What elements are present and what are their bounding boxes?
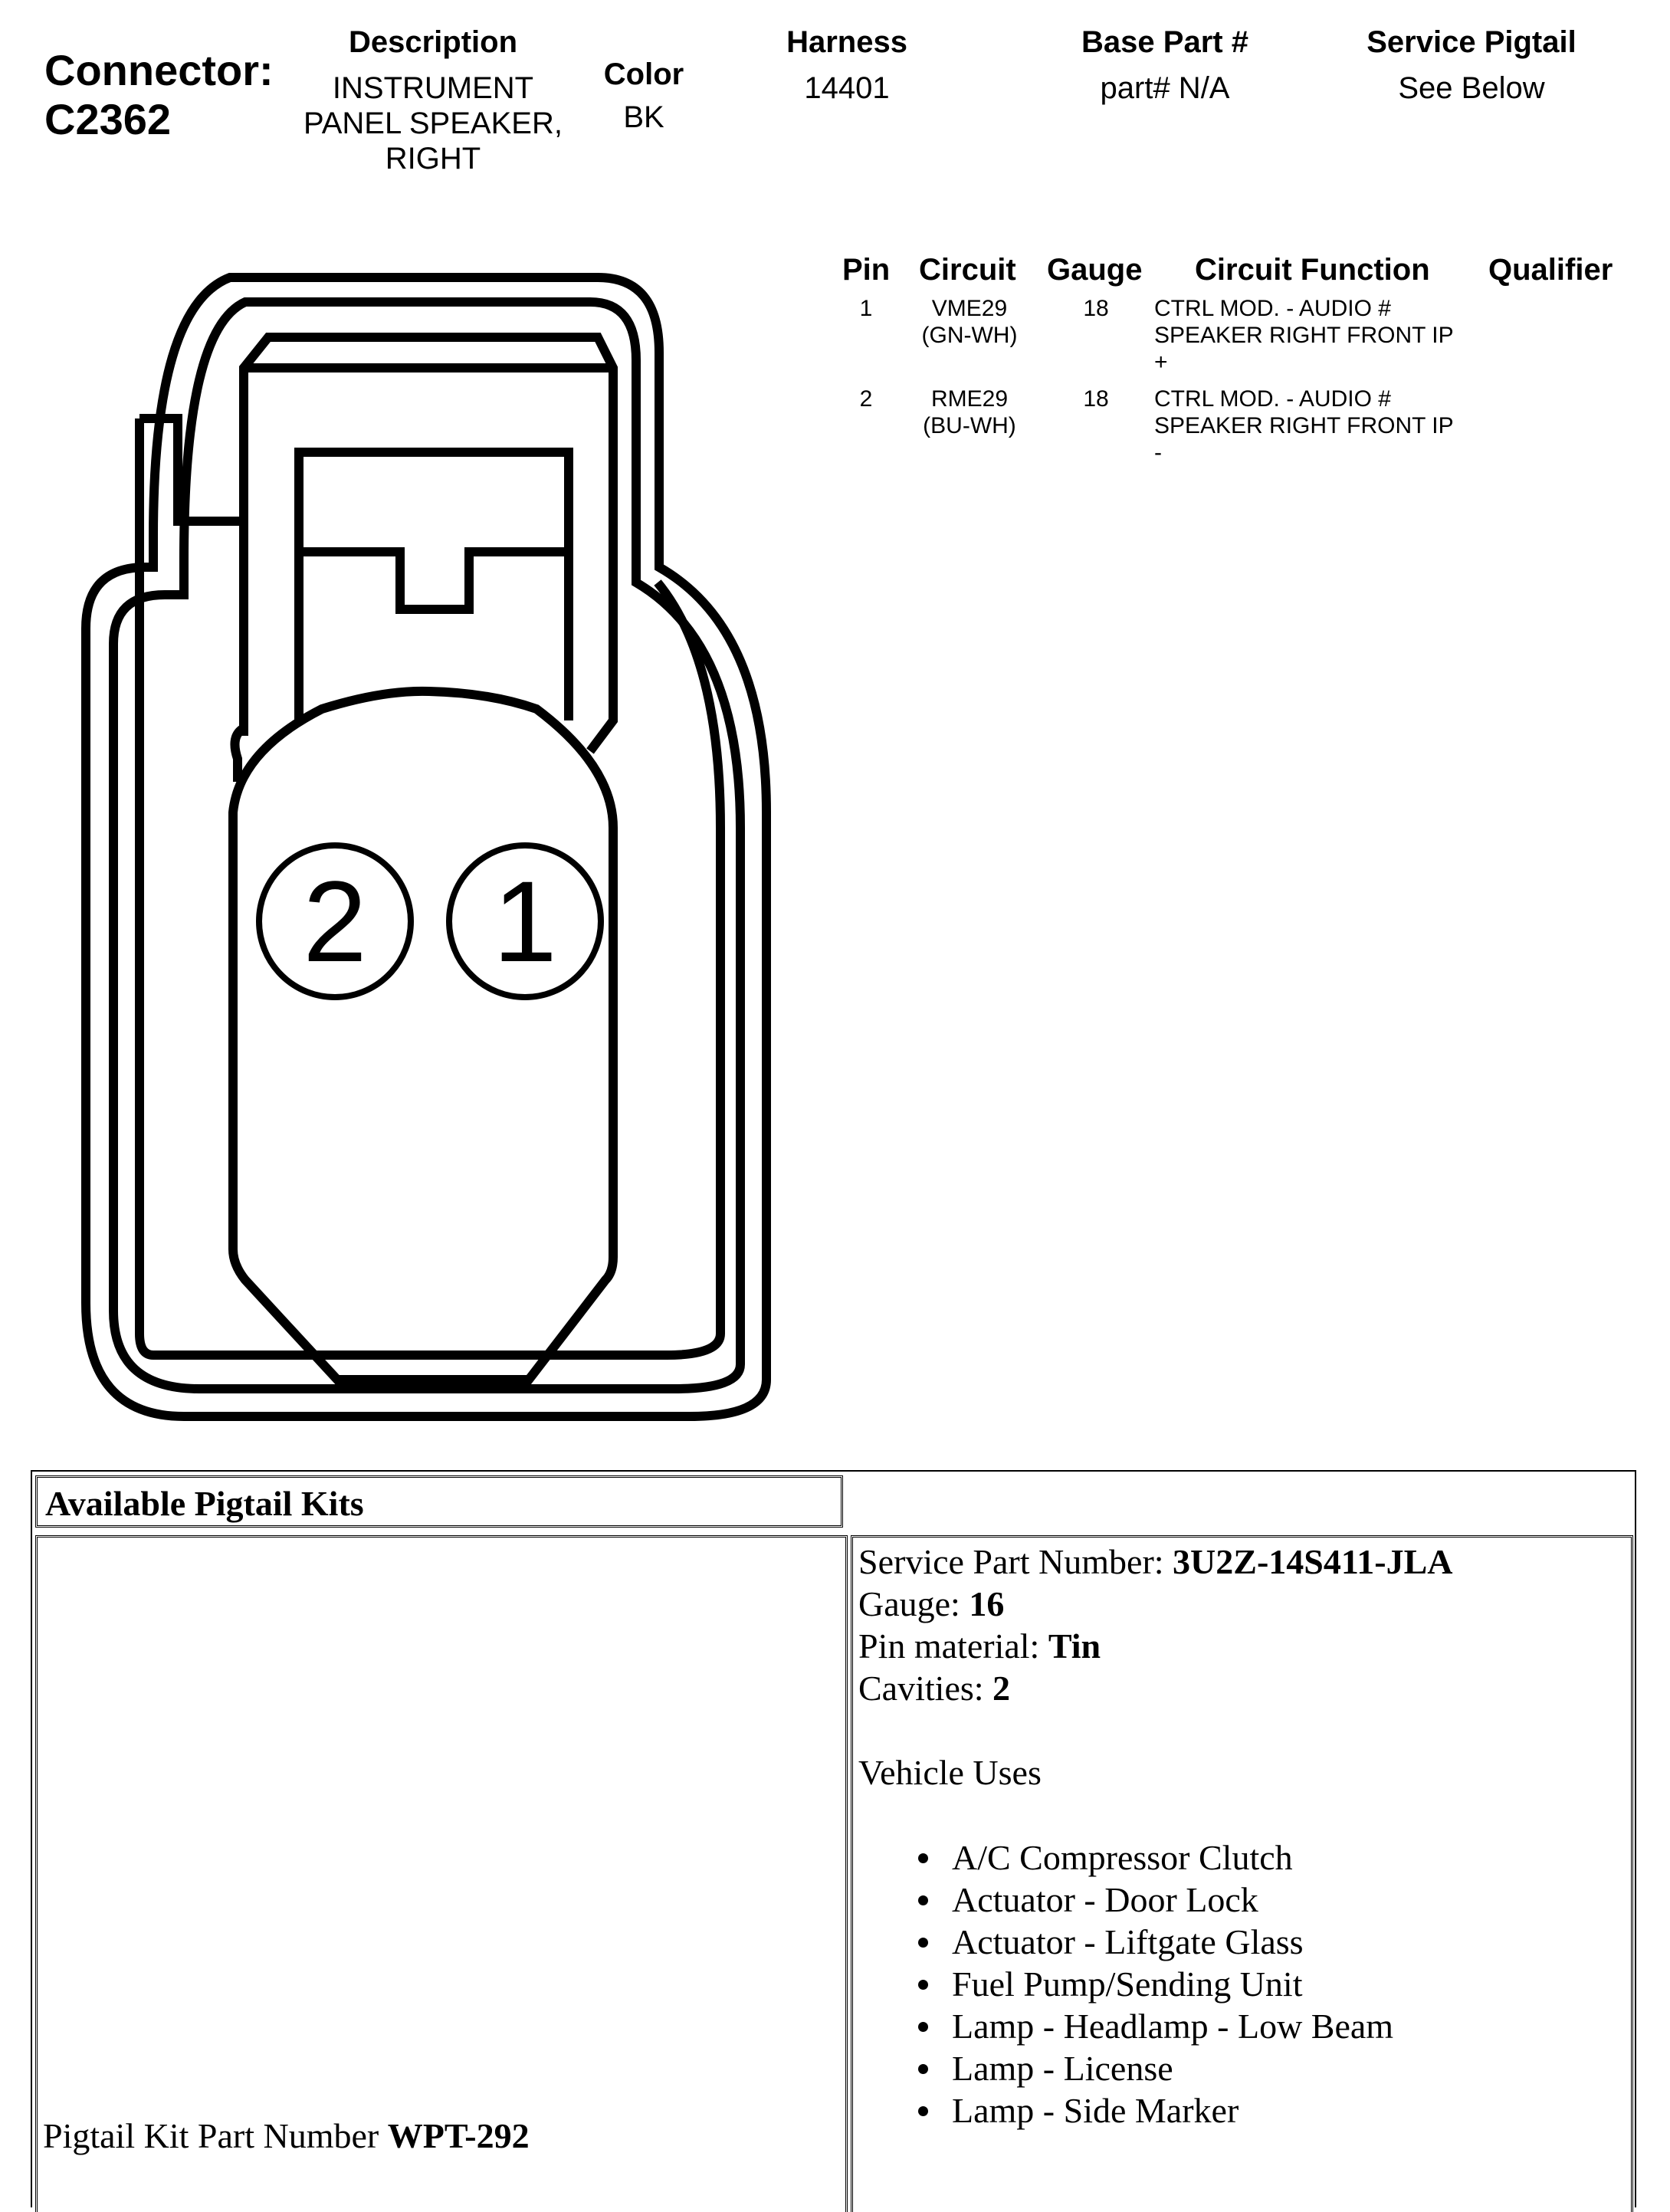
- col-header-qualifier: Qualifier: [1488, 253, 1613, 287]
- pin-1-label: 1: [493, 857, 557, 986]
- harness-column: [736, 25, 958, 106]
- list-item: Actuator - Door Lock: [952, 1879, 1453, 1921]
- gauge-line: [858, 1583, 1453, 1625]
- col-header-pin: Pin: [842, 253, 891, 287]
- row-2-function-line-1: CTRL MOD. - AUDIO #: [1154, 386, 1391, 412]
- pin-2-label: 2: [303, 857, 367, 986]
- cavities-value: 2: [992, 1669, 1011, 1708]
- connector-face-diagram: [0, 230, 812, 1441]
- list-item: Lamp - Headlamp - Low Beam: [952, 2005, 1453, 2047]
- list-item: A/C Compressor Clutch: [952, 1836, 1453, 1879]
- row-2-circuit: [912, 386, 1027, 439]
- color-value: BK: [623, 100, 664, 134]
- plug-body: [233, 691, 613, 1380]
- service-part-line: [858, 1541, 1453, 1583]
- row-1-function-line-3: +: [1154, 350, 1168, 375]
- description-line-2: PANEL SPEAKER,: [303, 107, 563, 140]
- color-column: [582, 25, 705, 135]
- row-1-wire-color: (GN-WH): [921, 323, 1018, 348]
- base-part-heading: Base Part #: [1081, 25, 1248, 59]
- service-pigtail-heading: Service Pigtail: [1367, 25, 1576, 59]
- connector-title: [44, 46, 274, 144]
- row-1-gauge: 18: [1083, 296, 1109, 321]
- color-heading: Color: [603, 57, 684, 91]
- list-item: Actuator - Liftgate Glass: [952, 1921, 1453, 1963]
- latch-window: [299, 452, 569, 720]
- kit-part-label: Pigtail Kit Part Number: [43, 2116, 388, 2155]
- description-heading: Description: [348, 25, 518, 59]
- row-1-function-line-2: SPEAKER RIGHT FRONT IP: [1154, 323, 1454, 348]
- base-part-column: [1027, 25, 1303, 106]
- row-2-pin: 2: [859, 386, 873, 412]
- list-item: Lamp - License: [952, 2047, 1453, 2089]
- pigtail-image-cell: [35, 1535, 848, 2212]
- description-line-1: INSTRUMENT: [332, 71, 534, 105]
- gauge-value: 16: [969, 1584, 1005, 1623]
- row-2-gauge: 18: [1083, 386, 1109, 412]
- service-part-value: 3U2Z-14S411-JLA: [1173, 1542, 1453, 1581]
- housing-inner-ring: [113, 302, 740, 1389]
- connector-label: Connector:: [44, 46, 274, 94]
- pigtail-title-cell: [35, 1475, 843, 1528]
- vehicle-uses-list: [858, 1836, 1453, 2132]
- row-2-function-line-3: -: [1154, 440, 1162, 465]
- list-item: Lamp - Side Marker: [952, 2089, 1453, 2132]
- col-header-circuit: Circuit: [919, 253, 1016, 287]
- cavities-line: [858, 1667, 1453, 1709]
- pigtail-kit-part-number: [43, 2115, 530, 2156]
- service-part-label: Service Part Number:: [858, 1542, 1173, 1581]
- service-pigtail-column: [1334, 25, 1609, 106]
- row-1-circuit-id: VME29: [931, 296, 1008, 321]
- base-part-value: part# N/A: [1100, 71, 1230, 105]
- pigtail-title: Available Pigtail Kits: [45, 1484, 364, 1523]
- latch-tab: [299, 552, 569, 609]
- description-line-3: RIGHT: [385, 142, 481, 176]
- row-1-function: [1154, 295, 1491, 376]
- service-pigtail-value: See Below: [1398, 71, 1545, 105]
- row-2-function-line-2: SPEAKER RIGHT FRONT IP: [1154, 413, 1454, 438]
- vehicle-uses-title: Vehicle Uses: [858, 1753, 1042, 1792]
- description-column: [284, 25, 582, 176]
- connector-id: C2362: [44, 95, 172, 143]
- row-1-function-line-1: CTRL MOD. - AUDIO #: [1154, 296, 1391, 321]
- col-header-circuit-function: Circuit Function: [1195, 253, 1430, 287]
- row-2-circuit-id: RME29: [930, 386, 1009, 412]
- list-item: Fuel Pump/Sending Unit: [952, 1963, 1453, 2005]
- row-1-circuit: [912, 295, 1027, 349]
- col-header-gauge: Gauge: [1047, 253, 1143, 287]
- harness-heading: Harness: [786, 25, 907, 59]
- gauge-label: Gauge:: [858, 1584, 970, 1623]
- row-1-pin: 1: [859, 296, 873, 321]
- cavities-label: Cavities:: [858, 1669, 993, 1708]
- pin-material-label: Pin material:: [858, 1626, 1048, 1666]
- row-2-wire-color: (BU-WH): [923, 413, 1016, 438]
- pin-material-line: [858, 1625, 1453, 1667]
- row-2-function: [1154, 386, 1491, 466]
- pin-material-value: Tin: [1048, 1626, 1101, 1666]
- harness-value: 14401: [804, 71, 890, 105]
- kit-part-value: WPT-292: [387, 2116, 530, 2155]
- pigtail-info: [858, 1541, 1453, 2132]
